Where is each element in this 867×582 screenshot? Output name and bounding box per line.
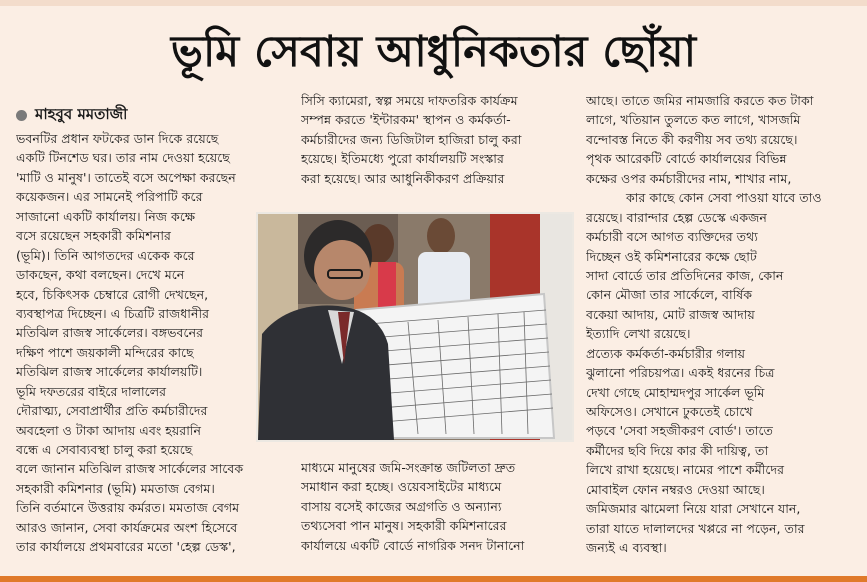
text-line: সাদা বোর্ডে তার প্রতিদিনের কাজ, কোন xyxy=(586,267,784,283)
text-line: অবহেলা ও টাকা আদায় এবং হয়রানি xyxy=(16,422,202,438)
text-line: কার্যালয়ে একটি বোর্ডে নাগরিক সনদ টানানো xyxy=(301,537,525,553)
text-line: কর্মীদের ছবি দিয়ে কার কী দায়িত্ব, তা xyxy=(586,442,769,458)
text-line: সাজানো একটি কার্যালয়। নিজ কক্ষে xyxy=(16,208,196,224)
text-line: কার কাছে কোন সেবা পাওয়া যাবে তাও xyxy=(626,190,822,206)
text-line: দক্ষিণ পাশে জয়কালী মন্দিরের কাছে xyxy=(16,344,194,360)
column-3 xyxy=(586,91,856,558)
byline-bullet-icon xyxy=(16,110,27,121)
text-line: বকেয়া আদায়, মোট রাজস্ব আদায় xyxy=(586,306,755,322)
text-line: দিচ্ছেন ওই কমিশনারের কক্ষে ছোট xyxy=(586,248,757,264)
text-line: তার কার্যালয়ে প্রথমবারের মতো 'হেল্প ডেস্ক', xyxy=(16,539,236,555)
text-line: মাধ্যমে মানুষের জমি-সংক্রান্ত জটিলতা দ্রুত xyxy=(301,460,516,475)
photo-illustration xyxy=(258,214,572,440)
text-line: বলে জানান মতিঝিল রাজস্ব সার্কেলের সাবেক xyxy=(16,461,244,477)
text-line: তিনি বর্তমানে উত্তরায় কর্মরত। মমতাজ বেগম xyxy=(16,500,240,516)
text-line: কর্মচারী বসে আগত ব্যক্তিদের তথ্য xyxy=(586,229,758,245)
text-line: দেখা গেছে মোহাম্মদপুর সার্কেল ভূমি xyxy=(586,384,765,400)
text-line: 'মাটি ও মানুষ'। তাতেই বসে অপেক্ষা করছেন xyxy=(16,169,236,185)
text-line: ডাকছেন, কথা বলছেন। দেখে মনে xyxy=(16,267,185,283)
text-line: হবে, চিকিৎসক চেম্বারে রোগী দেখছেন, xyxy=(16,286,209,302)
text-line: লাগে, খতিয়ান তুলতে কত লাগে, খাসজমি xyxy=(586,112,801,128)
text-line: পৃথক আরেকটি বোর্ডে কার্যালয়ের বিভিন্ন xyxy=(586,151,787,167)
text-line: কক্ষের ওপর কর্মচারীদের নাম, শাখার নাম, xyxy=(586,170,792,186)
text-line: মতিঝিল রাজস্ব সার্কেলের। বঙ্গভবনের xyxy=(16,325,204,341)
text-line: আছে। তাতে জমির নামজারি করতে কত টাকা xyxy=(586,93,814,108)
text-line: কোন মৌজা তার সার্কেলে, বার্ষিক xyxy=(586,287,753,303)
column-2-bottom xyxy=(301,458,551,555)
text-line: সম্পন্ন করতে 'ইন্টারকম' স্থাপন ও কর্মকর্তা- xyxy=(301,112,511,128)
text-line: কর্মচারীদের জন্য ডিজিটাল হাজিরা চালু করা xyxy=(301,131,522,147)
text-line: সিসি ক্যামেরা, স্বল্প সময়ে দাফতরিক কার্যক্রম xyxy=(301,93,518,108)
text-line: বন্ধে এ সেবাব্যবস্থা চালু করা হয়েছে xyxy=(16,442,193,457)
bottom-bar xyxy=(0,576,867,582)
text-line: আরও জানান, সেবা কার্যক্রমের অংশ হিসেবে xyxy=(16,519,238,535)
text-line: মোবাইল ফোন নম্বরও দেওয়া আছে। xyxy=(586,481,765,497)
text-line: বসে রয়েছেন সহকারী কমিশনার xyxy=(16,228,171,244)
column-2-top xyxy=(301,91,551,188)
text-line: তথ্যসেবা পান মানুষ। সহকারী কমিশনারের xyxy=(301,518,507,534)
text-line: জমিজমার ঝামেলা নিয়ে যারা সেখানে যান, xyxy=(586,501,801,517)
text-line: প্রত্যেক কর্মকর্তা-কর্মচারীর গলায় xyxy=(586,345,746,361)
text-line: ব্যবস্থাপত্র দিচ্ছেন। এ চিত্রটি রাজধানীর xyxy=(16,305,209,321)
text-line: একটি টিনশেড ঘর। তার নাম দেওয়া হয়েছে xyxy=(16,150,230,166)
text-line: বাসায় বসেই কাজের অগ্রগতি ও অন্যান্য xyxy=(301,498,502,514)
text-line: সহকারী কমিশনার (ভূমি) মমতাজ বেগম। xyxy=(16,480,215,496)
text-line: হয়েছে। ইতিমধ্যে পুরো কার্যালয়টি সংস্কার xyxy=(301,151,504,167)
author-name: মাহবুব মমতাজী xyxy=(35,105,128,123)
text-line: দৌরাত্ম্য, সেবাপ্রার্থীর প্রতি কর্মচারীদের xyxy=(16,403,208,419)
text-line: বন্দোবস্ত নিতে কী করণীয় সব তথ্য রয়েছে। xyxy=(586,131,798,147)
column-1 xyxy=(16,129,286,557)
headline: ভূমি সেবায় আধুনিকতার ছোঁয়া xyxy=(170,27,697,77)
text-line: তারা যাতে দালালদের খপ্পরে না পড়েন, তার xyxy=(586,520,805,536)
text-line: কয়েকজন। এর সামনেই পরিপাটি করে xyxy=(16,189,203,205)
text-line: ঝুলানো পরিচয়পত্র। একই ধরনের চিত্র xyxy=(586,365,775,381)
text-line: অফিসেও। সেখানে ঢুকতেই চোখে xyxy=(586,404,753,419)
text-line: সমাধান করা হচ্ছে। ওয়েবসাইটের মাধ্যমে xyxy=(301,479,502,495)
text-line: ইত্যাদি লেখা রয়েছে। xyxy=(586,326,691,342)
text-line: লিখে রাখা হয়েছে। নামের পাশে কর্মীদের xyxy=(586,462,784,478)
text-line: রয়েছে। বারান্দার হেল্প ডেস্কে একজন xyxy=(586,209,767,225)
byline xyxy=(16,103,127,128)
text-line: মতিঝিল রাজস্ব সার্কেলের কার্যালয়টি। xyxy=(16,364,203,380)
text-line: (ভূমি)। তিনি আগতদের একেক করে xyxy=(16,247,195,263)
text-line: করা হয়েছে। আর আধুনিকীকরণ প্রক্রিয়ার xyxy=(301,170,505,186)
text-line: জন্যই এ ব্যবস্থা। xyxy=(586,540,667,556)
top-strip xyxy=(0,0,867,6)
text-line: ভবনটির প্রধান ফটকের ডান দিকে রয়েছে xyxy=(16,131,219,146)
text-line: ভূমি দফতরের বাইরে দালালের xyxy=(16,383,167,399)
text-line: পড়বে 'সেবা সহজীকরণ বোর্ড'। তাতে xyxy=(586,423,773,439)
article-photo xyxy=(256,212,574,442)
